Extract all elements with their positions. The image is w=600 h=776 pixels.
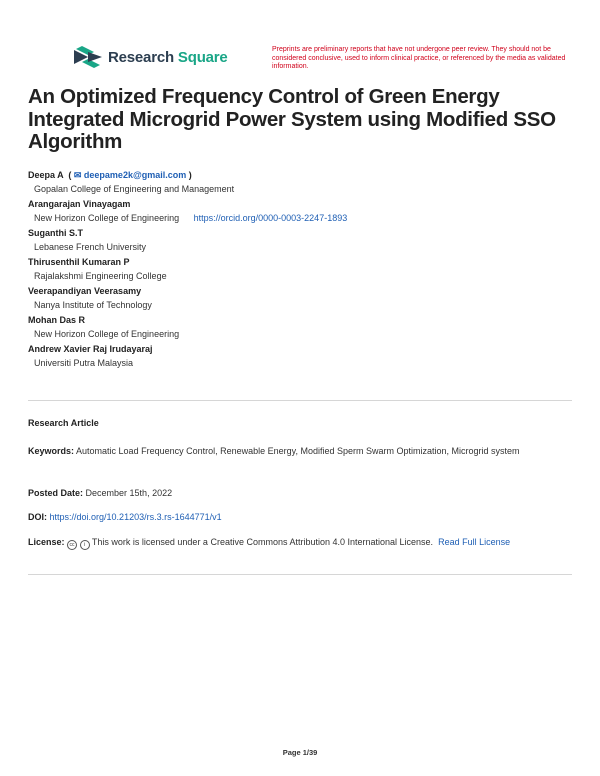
author-affiliation: New Horizon College of Engineering [34,329,180,339]
logo-text [108,49,228,66]
author-entry [28,255,578,284]
author-list [28,168,578,371]
author-name: Arangarajan Vinayagam [28,199,131,209]
author-entry: Deepa A ( ✉ deepame2k@gmail.com ) Gopalan College of Engineering and Management [28,168,578,197]
author-entry [28,197,578,226]
email-icon: ✉ [73,170,82,180]
author-affiliation: New Horizon College of Engineering [34,213,180,223]
keywords-text: Automatic Load Frequency Control, Renewable Energy, Modified Sperm Swarm Optimization, Microgrid system [76,446,520,456]
paper-title: An Optimized Frequency Control of Green Energy Integrated Microgrid Power System using Modified SSO Algorithm [28,85,556,153]
attribution-icon: i [80,540,90,550]
author-name: Thirusenthil Kumaran P [28,257,130,267]
orcid-link[interactable]: https://orcid.org/0000-0003-2247-1893 [193,213,348,223]
author-affiliation: Universiti Putra Malaysia [34,358,134,368]
logo-word-research: Research [108,48,174,66]
author-entry [28,284,578,313]
logo-word-square: Square [177,48,228,66]
license-label: License: [28,537,65,547]
author-name: Deepa A [28,170,64,180]
author-name: Suganthi S.T [28,228,83,238]
doi-label: DOI: [28,512,47,522]
license-text: This work is licensed under a Creative Commons Attribution 4.0 International License. [91,537,434,547]
license [28,535,558,550]
author-entry [28,226,578,255]
read-full-license-link[interactable]: Read Full License [438,537,511,547]
posted-date-label: Posted Date: [28,488,84,498]
keywords [28,444,558,459]
author-affiliation: Nanya Institute of Technology [34,300,152,310]
divider [28,400,572,401]
creative-commons-icon: cc [67,540,77,550]
doi [28,510,558,525]
author-name: Andrew Xavier Raj Irudayaraj [28,344,153,354]
posted-date-value: December 15th, 2022 [85,488,173,498]
keywords-label: Keywords: [28,446,75,456]
author-name: Veerapandiyan Veerasamy [28,286,142,296]
author-affiliation: Lebanese French University [34,242,147,252]
author-affiliation: Rajalakshmi Engineering College [34,271,167,281]
divider [28,574,572,575]
author-entry [28,313,578,342]
posted-date [28,486,558,501]
author-entry [28,342,578,371]
research-square-logo-icon [74,46,102,68]
doi-link[interactable]: https://doi.org/10.21203/rs.3.rs-1644771/v1 [49,512,222,522]
page-number: Page 1/39 [282,748,318,757]
article-type: Research Article [28,418,99,428]
author-affiliation: Gopalan College of Engineering and Management [34,184,235,194]
author-name: Mohan Das R [28,315,86,325]
research-square-logo[interactable] [74,46,228,68]
author-email-link[interactable]: deepame2k@gmail.com [83,170,187,180]
preprint-notice: Preprints are preliminary reports that have not undergone peer review. They should not be considered conclusive, used to inform clinical practice, or referenced by the media as validated information. [272,46,566,70]
